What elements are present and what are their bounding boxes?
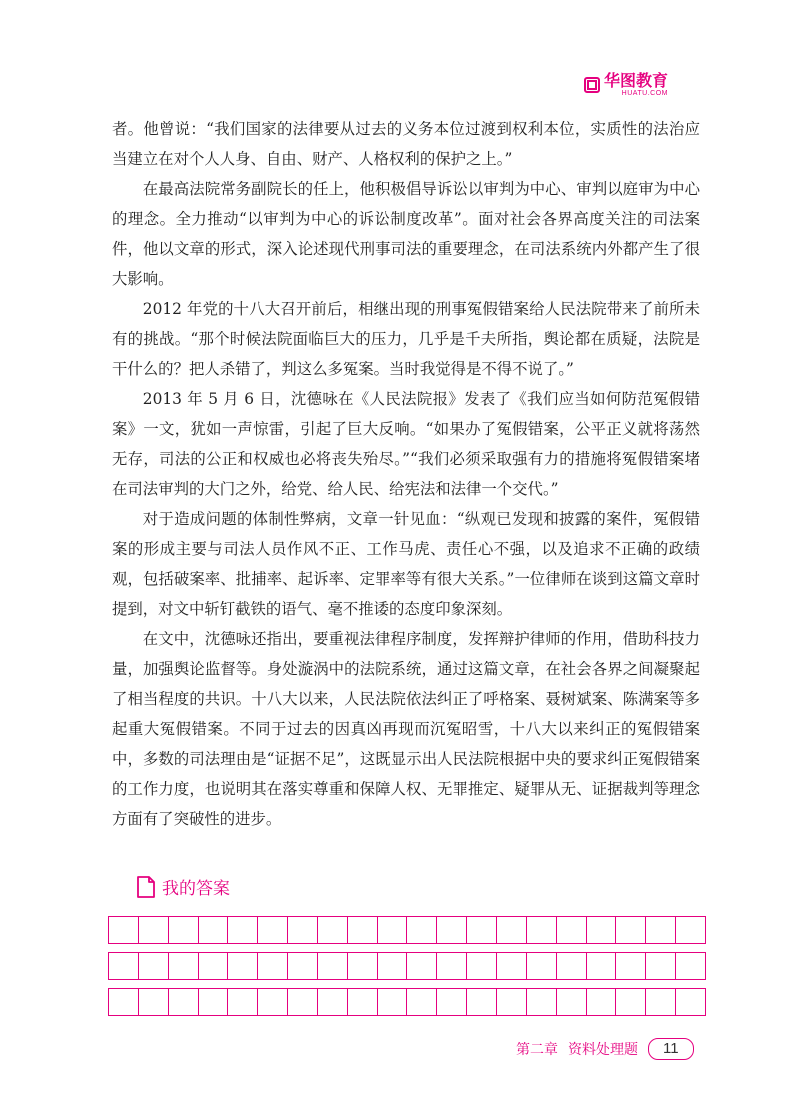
answer-cell[interactable]: [527, 953, 557, 979]
answer-cell[interactable]: [199, 989, 229, 1015]
answer-cell[interactable]: [318, 917, 348, 943]
answer-cell[interactable]: [199, 953, 229, 979]
answer-cell[interactable]: [527, 917, 557, 943]
answer-cell[interactable]: [348, 953, 378, 979]
answer-cell[interactable]: [437, 989, 467, 1015]
answer-cell[interactable]: [318, 953, 348, 979]
paragraph: 者。他曾说：“我们国家的法律要从过去的义务本位过渡到权利本位，实质性的法治应当建立在对个人人身、自由、财产、人格权利的保护之上。”: [112, 120, 700, 168]
article-body: [112, 114, 700, 834]
answer-cell[interactable]: [199, 917, 229, 943]
answer-cell[interactable]: [258, 989, 288, 1015]
answer-cell[interactable]: [646, 917, 676, 943]
answer-cell[interactable]: [676, 989, 705, 1015]
paragraph: 在文中，沈德咏还指出，要重视法律程序制度，发挥辩护律师的作用，借助科技力量，加强舆论监督等。身处漩涡中的法院系统，通过这篇文章，在社会各界之间凝聚起了相当程度的共识。十八大以来，人民法院依法纠正了呼格案、聂树斌案、陈满案等多起重大冤假错案。不同于过去的因真凶再现而沉冤昭雪，十八大以来纠正的冤假错案中，多数的司法理由是“证据不足”，这既显示出人民法院根据中央的要求纠正冤假错案的工作力度，也说明其在落实尊重和保障人权、无罪推定、疑罪从无、证据裁判等理念方面有了突破性的进步。: [112, 630, 700, 828]
answer-cell[interactable]: [587, 989, 617, 1015]
page-number: 11: [648, 1038, 694, 1060]
answer-cell[interactable]: [288, 989, 318, 1015]
answer-grid-row: [108, 988, 706, 1016]
answer-cell[interactable]: [497, 917, 527, 943]
answer-cell[interactable]: [169, 917, 199, 943]
logo-name: 华图教育: [604, 71, 669, 90]
answer-cell[interactable]: [139, 953, 169, 979]
answer-cell[interactable]: [557, 953, 587, 979]
paragraph: 对于造成问题的体制性弊病，文章一针见血：“纵观已发现和披露的案件，冤假错案的形成主要与司法人员作风不正、工作马虎、责任心不强，以及追求不正确的政绩观，包括破案率、批捕率、起诉率、定罪率等有很大关系。”一位律师在谈到这篇文章时提到，对文中斩钉截铁的语气、毫不推诿的态度印象深刻。: [112, 510, 700, 618]
answer-cell[interactable]: [437, 953, 467, 979]
answer-cell[interactable]: [467, 953, 497, 979]
answer-cell[interactable]: [228, 953, 258, 979]
answer-cell[interactable]: [228, 917, 258, 943]
answer-cell[interactable]: [587, 917, 617, 943]
answer-cell[interactable]: [378, 917, 408, 943]
logo-subtitle: HUATU.COM: [621, 90, 669, 97]
answer-cell[interactable]: [676, 953, 705, 979]
answer-cell[interactable]: [497, 953, 527, 979]
answer-cell[interactable]: [258, 953, 288, 979]
paragraph: 2012 年党的十八大召开前后，相继出现的刑事冤假错案给人民法院带来了前所未有的挑战。“那个时候法院面临巨大的压力，几乎是千夫所指，舆论都在质疑，法院是干什么的？把人杀错了，判这么多冤案。当时我觉得是不得不说了。”: [112, 300, 700, 378]
answer-cell[interactable]: [407, 989, 437, 1015]
answer-section-title: [136, 874, 230, 899]
answer-title: 我的答案: [162, 879, 230, 899]
brand-logo: [584, 73, 668, 97]
answer-cell[interactable]: [557, 989, 587, 1015]
answer-grid-row: [108, 952, 706, 980]
logo-icon: [584, 77, 600, 93]
answer-cell[interactable]: [109, 917, 139, 943]
document-icon: [136, 876, 156, 898]
answer-cell[interactable]: [139, 989, 169, 1015]
answer-cell[interactable]: [378, 989, 408, 1015]
answer-cell[interactable]: [318, 989, 348, 1015]
section-label: 资料处理题: [568, 1042, 638, 1058]
answer-cell[interactable]: [616, 989, 646, 1015]
answer-cell[interactable]: [437, 917, 467, 943]
answer-cell[interactable]: [228, 989, 258, 1015]
paragraph: 2013 年 5 月 6 日，沈德咏在《人民法院报》发表了《我们应当如何防范冤假错案》一文，犹如一声惊雷，引起了巨大反响。“如果办了冤假错案，公平正义就将荡然无存，司法的公正和权威也必将丧失殆尽。”“我们必须采取强有力的措施将冤假错案堵在司法审判的大门之外，给党、给人民、给宪法和法律一个交代。”: [112, 390, 700, 498]
chapter-label: 第二章: [516, 1042, 558, 1058]
answer-cell[interactable]: [467, 989, 497, 1015]
answer-cell[interactable]: [169, 989, 199, 1015]
answer-cell[interactable]: [407, 953, 437, 979]
answer-cell[interactable]: [497, 989, 527, 1015]
answer-cell[interactable]: [288, 917, 318, 943]
paragraph: 在最高法院常务副院长的任上，他积极倡导诉讼以审判为中心、审判以庭审为中心的理念。全力推动“以审判为中心的诉讼制度改革”。面对社会各界高度关注的司法案件，他以文章的形式，深入论述现代刑事司法的重要理念，在司法系统内外都产生了很大影响。: [112, 180, 700, 288]
answer-cell[interactable]: [616, 953, 646, 979]
answer-cell[interactable]: [378, 953, 408, 979]
answer-cell[interactable]: [527, 989, 557, 1015]
answer-cell[interactable]: [467, 917, 497, 943]
answer-cell[interactable]: [109, 953, 139, 979]
answer-cell[interactable]: [587, 953, 617, 979]
answer-cell[interactable]: [557, 917, 587, 943]
answer-cell[interactable]: [139, 917, 169, 943]
answer-cell[interactable]: [288, 953, 318, 979]
answer-cell[interactable]: [348, 917, 378, 943]
answer-cell[interactable]: [676, 917, 705, 943]
answer-cell[interactable]: [109, 989, 139, 1015]
answer-cell[interactable]: [616, 917, 646, 943]
answer-cell[interactable]: [169, 953, 199, 979]
answer-cell[interactable]: [646, 989, 676, 1015]
answer-cell[interactable]: [407, 917, 437, 943]
answer-grid-row: [108, 916, 706, 944]
answer-cell[interactable]: [348, 989, 378, 1015]
answer-cell[interactable]: [646, 953, 676, 979]
answer-cell[interactable]: [258, 917, 288, 943]
page-footer: [516, 1038, 694, 1060]
